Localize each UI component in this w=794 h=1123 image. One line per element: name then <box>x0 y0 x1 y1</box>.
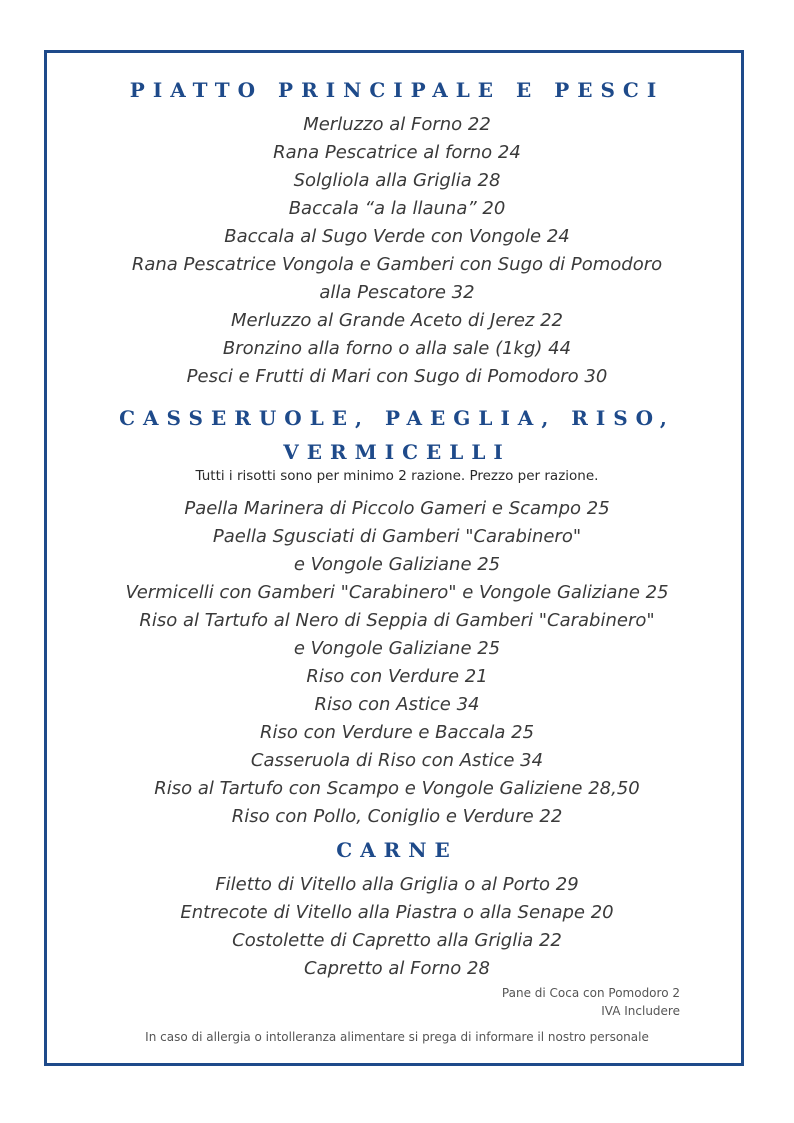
bread-price: Pane di Coca con Pomodoro 2 <box>501 986 680 1000</box>
rice-dish-list <box>0 495 794 831</box>
dish-item: Paella Marinera di Piccolo Gameri e Scampo 25 <box>184 498 610 519</box>
dish-item: Riso con Verdure 21 <box>306 666 488 687</box>
meat-dish-list <box>0 871 794 983</box>
dish-item: Entrecote di Vitello alla Piastra o alla Senape 20 <box>180 902 614 923</box>
dish-item: Vermicelli con Gamberi "Carabinero" e Vongole Galiziane 25 <box>125 582 669 603</box>
dish-item: Baccala “a la llauna” 20 <box>288 198 506 219</box>
dish-item: Paella Sgusciati di Gamberi "Carabinero" <box>212 526 582 547</box>
dish-item: Merluzzo al Grande Aceto di Jerez 22 <box>231 310 563 331</box>
risotto-note: Tutti i risotti sono per minimo 2 razione. Prezzo per razione. <box>195 468 599 484</box>
dish-item: Bronzino alla forno o alla sale (1kg) 44 <box>222 338 572 359</box>
dish-item: Costolette di Capretto alla Griglia 22 <box>232 930 562 951</box>
dish-item: Rana Pescatrice al forno 24 <box>273 142 521 163</box>
dish-item: alla Pescatore 32 <box>319 282 475 303</box>
vat-note: IVA Includere <box>601 1004 680 1018</box>
dish-item: Riso al Tartufo al Nero di Seppia di Gamberi "Carabinero" <box>139 610 655 631</box>
dish-item: Riso con Verdure e Baccala 25 <box>259 722 535 743</box>
section-title-meat: CARNE <box>336 838 458 862</box>
dish-item: Solgliola alla Griglia 28 <box>293 170 501 191</box>
dish-item: Riso al Tartufo con Scampo e Vongole Galiziene 28,50 <box>154 778 640 799</box>
section-title-fish: PIATTO PRINCIPALE E PESCI <box>129 78 665 102</box>
dish-item: Capretto al Forno 28 <box>304 958 490 979</box>
dish-item: Riso con Pollo, Coniglio e Verdure 22 <box>231 806 563 827</box>
dish-item: Pesci e Frutti di Mari con Sugo di Pomodoro 30 <box>186 366 608 387</box>
dish-item: e Vongole Galiziane 25 <box>293 554 501 575</box>
dish-item: e Vongole Galiziane 25 <box>293 638 501 659</box>
dish-item: Filetto di Vitello alla Griglia o al Porto 29 <box>215 874 579 895</box>
dish-item: Rana Pescatrice Vongola e Gamberi con Sugo di Pomodoro <box>131 254 663 275</box>
section-title-rice-line1: CASSERUOLE, PAEGLIA, RISO, <box>119 406 675 430</box>
dish-item: Baccala al Sugo Verde con Vongole 24 <box>224 226 570 247</box>
fish-dish-list <box>0 111 794 391</box>
allergy-notice: In caso di allergia o intolleranza alimentare si prega di informare il nostro personale <box>145 1030 649 1044</box>
dish-item: Merluzzo al Forno 22 <box>303 114 491 135</box>
dish-item: Riso con Astice 34 <box>314 694 480 715</box>
dish-item: Casseruola di Riso con Astice 34 <box>250 750 544 771</box>
section-title-rice-line2: VERMICELLI <box>283 440 511 464</box>
